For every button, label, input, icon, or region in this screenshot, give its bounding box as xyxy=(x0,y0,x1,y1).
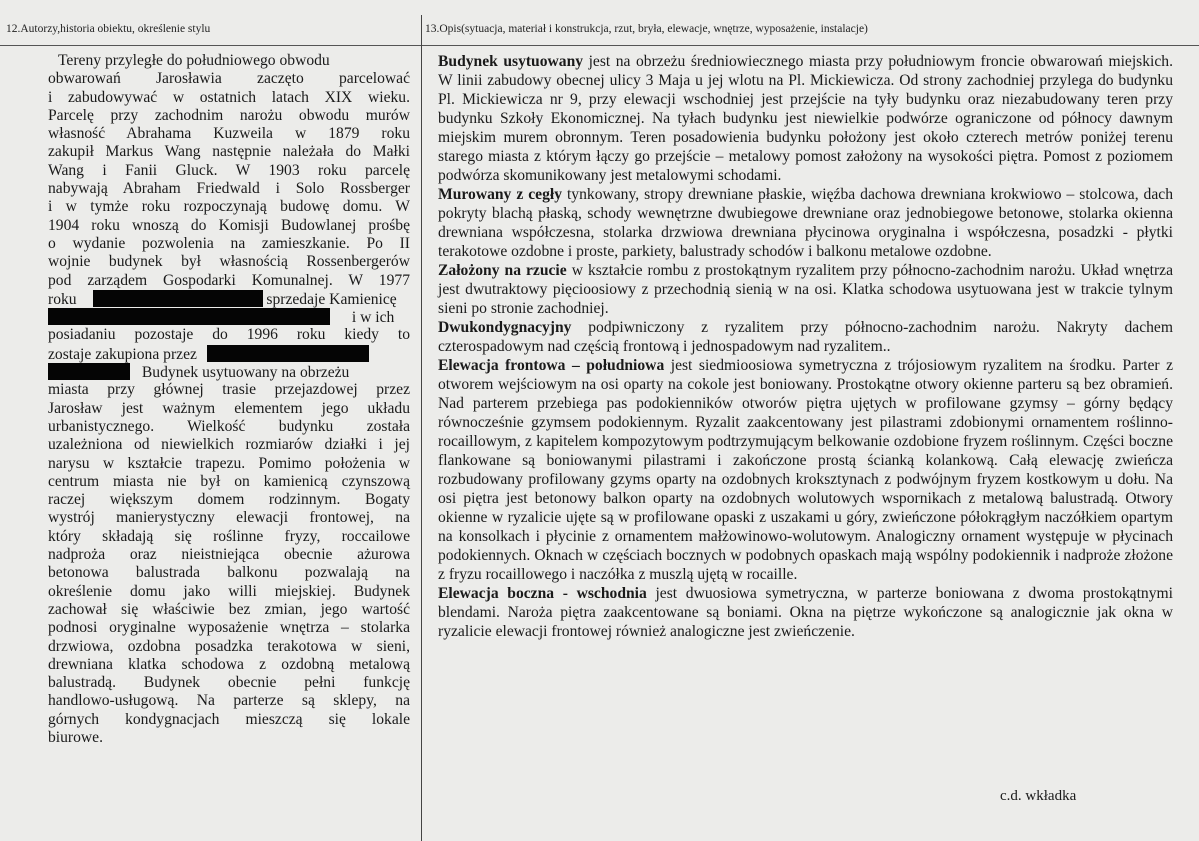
history-line: biurowe. xyxy=(48,728,103,746)
history-line: podnosi oryginalne wyposażenie wnętrza – stolarka xyxy=(48,619,410,637)
paragraph-heading: Murowany z cegły xyxy=(438,186,562,203)
paragraph-text: tynkowany, stropy drewniane płaskie, więźba dachowa drewniana krokwiowo – stolcowa, dach pokryty blachą płaską, schody wewnętrzne dwubiegowe drewniane oraz jednobiegowe betonowe, stolarka okienna drewniana współczesna, stolarka drzwiowa drewniana płycinowa oryginalna i współczesna, posadzki - płytki terakotowe ozdobne i proste, parkiety, balustrady schodów i balkonu metalowe ozdobne. xyxy=(438,186,1173,260)
paragraph-text: podpiwniczony z ryzalitem przy północno-zachodnim narożu. Nakryty dachem czterospadowym nad częścią frontową i jednospadowym nad ryzalitem.. xyxy=(438,319,1173,355)
history-line: Wang i Fanii Gluck. W 1903 roku parcelę xyxy=(48,161,410,179)
paragraph-heading: Elewacja frontowa – południowa xyxy=(438,357,665,374)
redaction-bar xyxy=(48,308,330,325)
history-line: centrum miasta nie był on kamienicą czynszową xyxy=(48,472,410,490)
paragraph-heading: Budynek usytuowany xyxy=(438,53,584,70)
history-line: raczej większym domem rodzinnym. Bogaty xyxy=(48,491,410,509)
history-line: posiadaniu pozostaje do 1996 roku kiedy to xyxy=(48,326,410,344)
description-paragraph xyxy=(438,52,1173,185)
history-line: balustradą. Budynek obecnie pełni funkcję xyxy=(48,674,410,692)
history-column xyxy=(48,52,410,747)
history-line: własność Abrahama Kuzweila w 1879 roku xyxy=(48,125,410,143)
history-line: o wydanie pozwolenia na zamieszkanie. Po II xyxy=(48,234,410,252)
history-line: nadproża oraz nieistniejąca obecnie ażurowa xyxy=(48,546,410,564)
history-line: nabywają Abraham Friedwald i Solo Rossberger xyxy=(48,180,410,198)
redacted-line xyxy=(48,290,410,308)
description-paragraph xyxy=(438,584,1173,641)
history-line: uzależniona od niewielkich rozmiarów działki i jej xyxy=(48,436,410,454)
paragraph-heading: Dwukondygnacyjny xyxy=(438,319,572,336)
history-text: zostaje zakupiona przez xyxy=(48,345,197,363)
paragraph-heading: Założony na rzucie xyxy=(438,262,567,279)
history-line: urbanistycznego. Wielkość budynku została xyxy=(48,417,410,435)
redaction-bar xyxy=(207,345,369,362)
history-line: wystrój manierystyczny elewacji frontowej, na xyxy=(48,509,410,527)
description-paragraph xyxy=(438,185,1173,261)
redaction-bar xyxy=(48,363,130,380)
history-line: i zabudowywać w ostatnich latach XIX wieku. xyxy=(48,88,410,106)
history-line: zakupił Markus Wang następnie należała do Małki xyxy=(48,143,410,161)
history-line: górnych kondygnacjach mieszczą się lokale xyxy=(48,710,410,728)
history-line: drzwiowa, ozdobna posadzka terakotowa w sieni, xyxy=(48,637,410,655)
history-line: miasta przy głównej trasie przejazdowej przez xyxy=(48,381,410,399)
history-line: Parcelę przy zachodnim narożu obwodu murów xyxy=(48,106,410,124)
column-divider xyxy=(421,15,422,841)
description-paragraph xyxy=(438,356,1173,584)
history-line: wojnie budynek był własnością Rossenbergerów xyxy=(48,253,410,271)
header-divider xyxy=(0,45,1199,46)
history-line: który składają się roślinne fryzy, roccailowe xyxy=(48,527,410,545)
history-line: drewniana klatka schodowa z ozdobną metalową xyxy=(48,655,410,673)
history-line: zachował się właściwie bez zmian, jego wartość xyxy=(48,600,410,618)
description-paragraph xyxy=(438,318,1173,356)
history-line: 1904 roku wnoszą do Komisji Budowlanej prośbę xyxy=(48,216,410,234)
redacted-line xyxy=(48,308,410,326)
paragraph-text: jest na obrzeżu średniowiecznego miasta przy południowym froncie obwarowań miejskich. W linii zabudowy obecnej ulicy 3 Maja u jej wlotu na Pl. Mickiewicza. Od strony zachodniej przylega do budynku Pl. Mickiewicza nr 9, przy elewacji wschodniej jest przejście na tyły budynku oraz niezabudowany teren przy budynku Szkoły Ekonomicznej. Na tyłach budynku jest niewielkie podwórze ograniczone od północy dawnym miejskim murem obronnym. Teren posadowienia budynku położony jest około czterech metrów poniżej terenu starego miasta z którym łączy go przejście – metalowy pomost założony na wysokości piętra. Pomost z poziomem podwórza skomunikowany jest metalowymi schodami. xyxy=(438,53,1173,184)
history-line: określenie domu jako willi miejskiej. Budynek xyxy=(48,582,410,600)
history-line: i w tymże roku rozpoczynają budowę domu. W xyxy=(48,198,410,216)
paragraph-text: jest siedmioosiowa symetryczna z trójosiowym ryzalitem na środku. Parter z otworem wejściowym na osi oparty na cokole jest boniowany. Prostokątne otwory okienne parteru są bez obramień. Nad parterem przebiega pas podokienników otworów piętra ujętych w profilowane gzymsy – górny będący równocześnie gzymsem podokiennym. Ryzalit zaakcentowany jest pilastrami zdobionymi ornamentem roślinno-rocaillowym, z kapitelem kompozytowym podtrzymującym belkowanie ozdobione fryzem roślinnym. Części boczne flankowane są boniowanymi pilastrami i zakończone prostą ścianką kolankową. Całą elewację zwieńcza rozbudowany profilowany gzyms oparty na ozdobnych kroksztynach z podwójnym fryzem kostkowym u dołu. Na osi piętra jest betonowy balkon oparty na ozdobnych wolutowych wspornikach z metalową balustradą. Otwory okienne w ryzalicie ujęte są w profilowane opaski z uszakami u góry, zwieńczone półokrągłym naczółkiem opartym na konsolkach i płycinie z ornamentem małżowinowo-wolutowym. Analogiczny ornament występuje w płycinach podokiennych. Oknach w częściach bocznych w podobnych opaskach mają wspólny podokiennik i nadproże złożone z fryzu rocaillowego i naczółka z muszlą ujętą w rocaille. xyxy=(438,357,1173,583)
left-column-header: 12.Autorzy,historia obiektu, określenie stylu xyxy=(6,23,211,35)
history-line: narysu w kształcie trapezu. Pomimo położenia w xyxy=(48,454,410,472)
redacted-line xyxy=(48,345,410,363)
description-column xyxy=(438,52,1173,641)
history-line: obwarowań Jarosławia zaczęto parcelować xyxy=(48,70,410,88)
redaction-bar xyxy=(93,290,263,307)
continuation-note: c.d. wkładka xyxy=(1000,788,1077,804)
paragraph-text: w kształcie rombu z prostokątnym ryzalitem przy północno-zachodnim narożu. Układ wnętrza jest dwutraktowy pięcioosiowy z przechodnią sienią w na osi. Klatka schodowa usytuowana jest w trakcie tylnym sieni po stronie zachodniej. xyxy=(438,262,1173,317)
history-text: i w ich xyxy=(351,309,395,327)
history-line: handlowo-usługową. Na parterze są sklepy, na xyxy=(48,692,410,710)
history-text: sprzedaje Kamienicę xyxy=(266,290,397,308)
right-column-header: 13.Opis(sytuacja, materiał i konstrukcja, rzut, bryła, elewacje, wnętrze, wyposażenie, instalacje) xyxy=(425,23,868,35)
paragraph-heading: Elewacja boczna - wschodnia xyxy=(438,585,647,602)
history-line: pod zarządem Gospodarki Komunalnej. W 1977 xyxy=(48,271,410,289)
history-line: Jarosław jest ważnym elementem jego układu xyxy=(48,399,410,417)
history-line: betonowa balustrada balkonu pozwalają na xyxy=(48,564,410,582)
paragraph-text: jest dwuosiowa symetryczna, w parterze boniowana z dwoma prostokątnymi blendami. Naroża piętra zaakcentowane są boniami. Okna na piętrze wykończone są analogicznie jak okna w ryzalicie elewacji frontowej również analogiczne jest zwieńczenie. xyxy=(438,585,1173,640)
redacted-line xyxy=(48,363,410,381)
history-line: Tereny przyległe do południowego obwodu xyxy=(58,52,330,69)
history-text: roku xyxy=(48,290,77,308)
description-paragraph xyxy=(438,261,1173,318)
history-text: Budynek usytuowany na obrzeżu xyxy=(141,364,350,382)
